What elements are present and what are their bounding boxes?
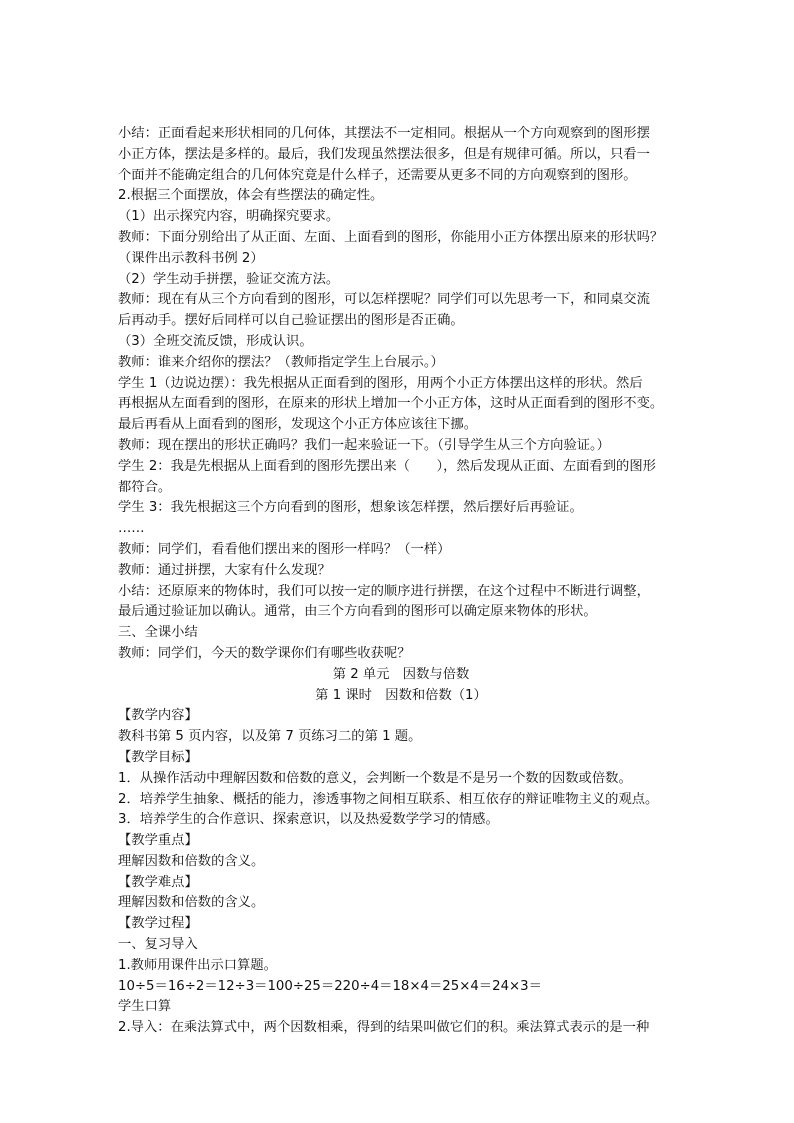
text-line: 教师：现在摆出的形状正确吗？我们一起来验证一下。（引导学生从三个方向验证。） [118,437,610,453]
document-page [118,124,684,1039]
text-line: 教科书第 5 页内容，以及第 7 页练习二的第 1 题。 [118,729,422,745]
text-line: （1）出示探究内容，明确探究要求。 [118,209,340,225]
text-line: 小结：正面看起来形状相同的几何体，其摆法不一定相同。根据从一个方向观察到的图形摆 [118,126,650,141]
section-heading: 【教学目标】 [118,749,198,765]
text-line: 学生 2：我是先根据从上面看到的图形先摆出来（ ），然后发现从正面、左面看到的图形 [118,458,656,474]
text-line: 都符合。 [118,479,172,495]
text-line: 1．从操作活动中理解因数和倍数的意义，会判断一个数是不是另一个数的因数或倍数。 [118,770,632,786]
section-heading: 三、全课小结 [118,625,198,641]
text-line: 再根据从左面看到的图形，在原来的形状上增加一个小正方体，这时从正面看到的图形不变。 [118,396,664,412]
text-line: 教师：现在有从三个方向看到的图形，可以怎样摆呢？同学们可以先思考一下，和同桌交流 [118,292,650,308]
text-line: 教师：谁来介绍你的摆法？（教师指定学生上台展示。） [118,354,444,370]
text-line: 教师：下面分别给出了从正面、左面、上面看到的图形，你能用小正方体摆出原来的形状吗？ [118,229,664,245]
section-heading: 【教学难点】 [118,874,198,890]
text-line: 最后再看从上面看到的图形，发现这个小正方体应该往下挪。 [118,417,478,433]
text-line: 2．培养学生抽象、概括的能力，渗透事物之间相互联系、相互依存的辩证唯物主义的观点。 [118,791,659,807]
text-line: 学生口算 [118,999,172,1015]
section-heading: 【教学内容】 [118,708,198,724]
text-line: 最后通过验证加以确认。通常，由三个方向看到的图形可以确定原来物体的形状。 [118,604,597,620]
lesson-title: 第 1 课时 因数和倍数（1） [315,687,487,703]
text-line: （2）学生动手拼摆，验证交流方法。 [118,271,340,287]
text-line: （课件出示教科书例 2） [118,250,264,266]
text-line: 教师：同学们，看看他们摆出来的图形一样吗？（一样） [118,541,451,557]
text-line: 后再动手。摆好后同样可以自己验证摆出的图形是否正确。 [118,313,464,329]
math-line: 10÷5＝16÷2＝12÷3＝100÷25＝220÷4＝18×4＝25×4＝24×3＝ [118,978,542,994]
text-line: 小正方体，摆法是多样的。最后，我们发现虽然摆法很多，但是有规律可循。所以，只看一 [118,146,650,162]
text-line: 2.根据三个面摆放，体会有些摆法的确定性。 [118,188,384,204]
text-line: 2.导入：在乘法算式中，两个因数相乘，得到的结果叫做它们的积。乘法算式表示的是一种 [118,1020,650,1036]
text-line: 教师：同学们，今天的数学课你们有哪些收获呢？ [118,645,411,661]
text-line: 小结：还原原来的物体时，我们可以按一定的顺序进行拼摆，在这个过程中不断进行调整， [118,583,650,599]
text-line: 3．培养学生的合作意识、探索意识，以及热爱数学学习的情感。 [118,812,499,828]
section-heading: 一、复习导入 [118,937,198,953]
section-heading: 【教学重点】 [118,833,198,849]
unit-title: 第 2 单元 因数与倍数 [332,666,470,682]
text-line: 理解因数和倍数的含义。 [118,895,265,911]
text-line: 1.教师用课件出示口算题。 [118,957,277,973]
section-heading: 【教学过程】 [118,916,198,932]
text-line: 个面并不能确定组合的几何体究竟是什么样子，还需要从更多不同的方向观察到的图形。 [118,167,637,183]
text-line: …… [118,521,145,537]
text-line: 学生 3：我先根据这三个方向看到的图形，想象该怎样摆，然后摆好后再验证。 [118,500,583,516]
text-line: 学生 1（边说边摆）：我先根据从正面看到的图形，用两个小正方体摆出这样的形状。然后 [118,375,643,391]
text-line: 教师：通过拼摆，大家有什么发现？ [118,562,331,578]
text-line: 理解因数和倍数的含义。 [118,853,265,869]
text-line: （3）全班交流反馈，形成认识。 [118,333,313,349]
